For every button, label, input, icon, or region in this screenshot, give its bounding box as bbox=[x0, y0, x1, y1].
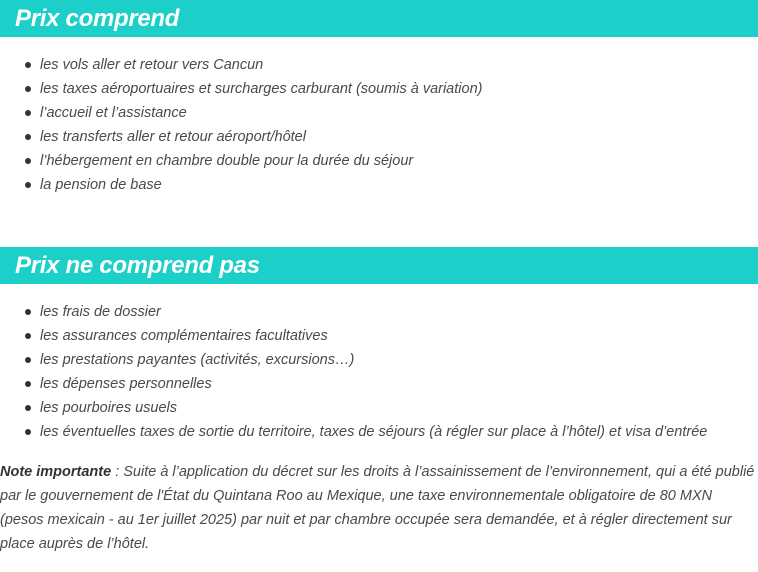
bullet-icon bbox=[25, 333, 31, 339]
list-item-text: la pension de base bbox=[40, 177, 162, 193]
list-item-text: les dépenses personnelles bbox=[40, 376, 212, 392]
bullet-icon bbox=[25, 134, 31, 140]
bullet-icon bbox=[25, 429, 31, 435]
section-header-price-includes bbox=[0, 0, 758, 37]
price-includes-list bbox=[0, 53, 740, 197]
list-item-text: les assurances complémentaires facultatives bbox=[40, 328, 328, 344]
note-text: : Suite à l’application du décret sur les droits à l’assainissement de l’environnement, qui a été publié par le gouvernement de l'État du Quintana Roo au Mexique, une taxe environnementale obligatoire de 80 MXN (pesos mexicain - au 1er juillet 2025) par nuit et par chambre occupée sera demandée, et à régler directement sur place auprès de l’hôtel. bbox=[0, 464, 755, 552]
bullet-icon bbox=[25, 158, 31, 164]
list-item bbox=[0, 324, 740, 348]
bullet-icon bbox=[25, 357, 31, 363]
bullet-icon bbox=[25, 405, 31, 411]
bullet-icon bbox=[25, 309, 31, 315]
list-item bbox=[0, 348, 740, 372]
list-item bbox=[0, 173, 740, 197]
list-item bbox=[0, 101, 740, 125]
list-item-text: les vols aller et retour vers Cancun bbox=[40, 57, 264, 73]
list-item bbox=[0, 396, 740, 420]
list-item bbox=[0, 300, 740, 324]
section-title-price-excludes: Prix ne comprend pas bbox=[15, 252, 260, 279]
list-item-text: les prestations payantes (activités, excursions…) bbox=[40, 352, 355, 368]
bullet-icon bbox=[25, 62, 31, 68]
note-label: Note importante bbox=[0, 464, 112, 480]
list-item-text: les pourboires usuels bbox=[40, 400, 178, 416]
list-item bbox=[0, 53, 740, 77]
list-item-text: les frais de dossier bbox=[40, 304, 161, 320]
bullet-icon bbox=[25, 381, 31, 387]
list-item bbox=[0, 125, 740, 149]
section-header-price-excludes bbox=[0, 247, 758, 284]
list-item-text: l’accueil et l’assistance bbox=[40, 105, 187, 121]
list-item bbox=[0, 372, 740, 396]
bullet-icon bbox=[25, 182, 31, 188]
list-item-text: les taxes aéroportuaires et surcharges carburant (soumis à variation) bbox=[40, 81, 483, 97]
important-note bbox=[0, 460, 758, 556]
price-excludes-list bbox=[0, 300, 740, 444]
list-item-text: les éventuelles taxes de sortie du territoire, taxes de séjours (à régler sur place à l’hôtel) et visa d’entrée bbox=[40, 424, 708, 440]
list-item bbox=[0, 420, 740, 444]
bullet-icon bbox=[25, 110, 31, 116]
bullet-icon bbox=[25, 86, 31, 92]
list-item bbox=[0, 77, 740, 101]
section-title-price-includes: Prix comprend bbox=[15, 5, 180, 32]
list-item-text: les transferts aller et retour aéroport/hôtel bbox=[40, 129, 306, 145]
list-item-text: l’hébergement en chambre double pour la durée du séjour bbox=[40, 153, 414, 169]
list-item bbox=[0, 149, 740, 173]
